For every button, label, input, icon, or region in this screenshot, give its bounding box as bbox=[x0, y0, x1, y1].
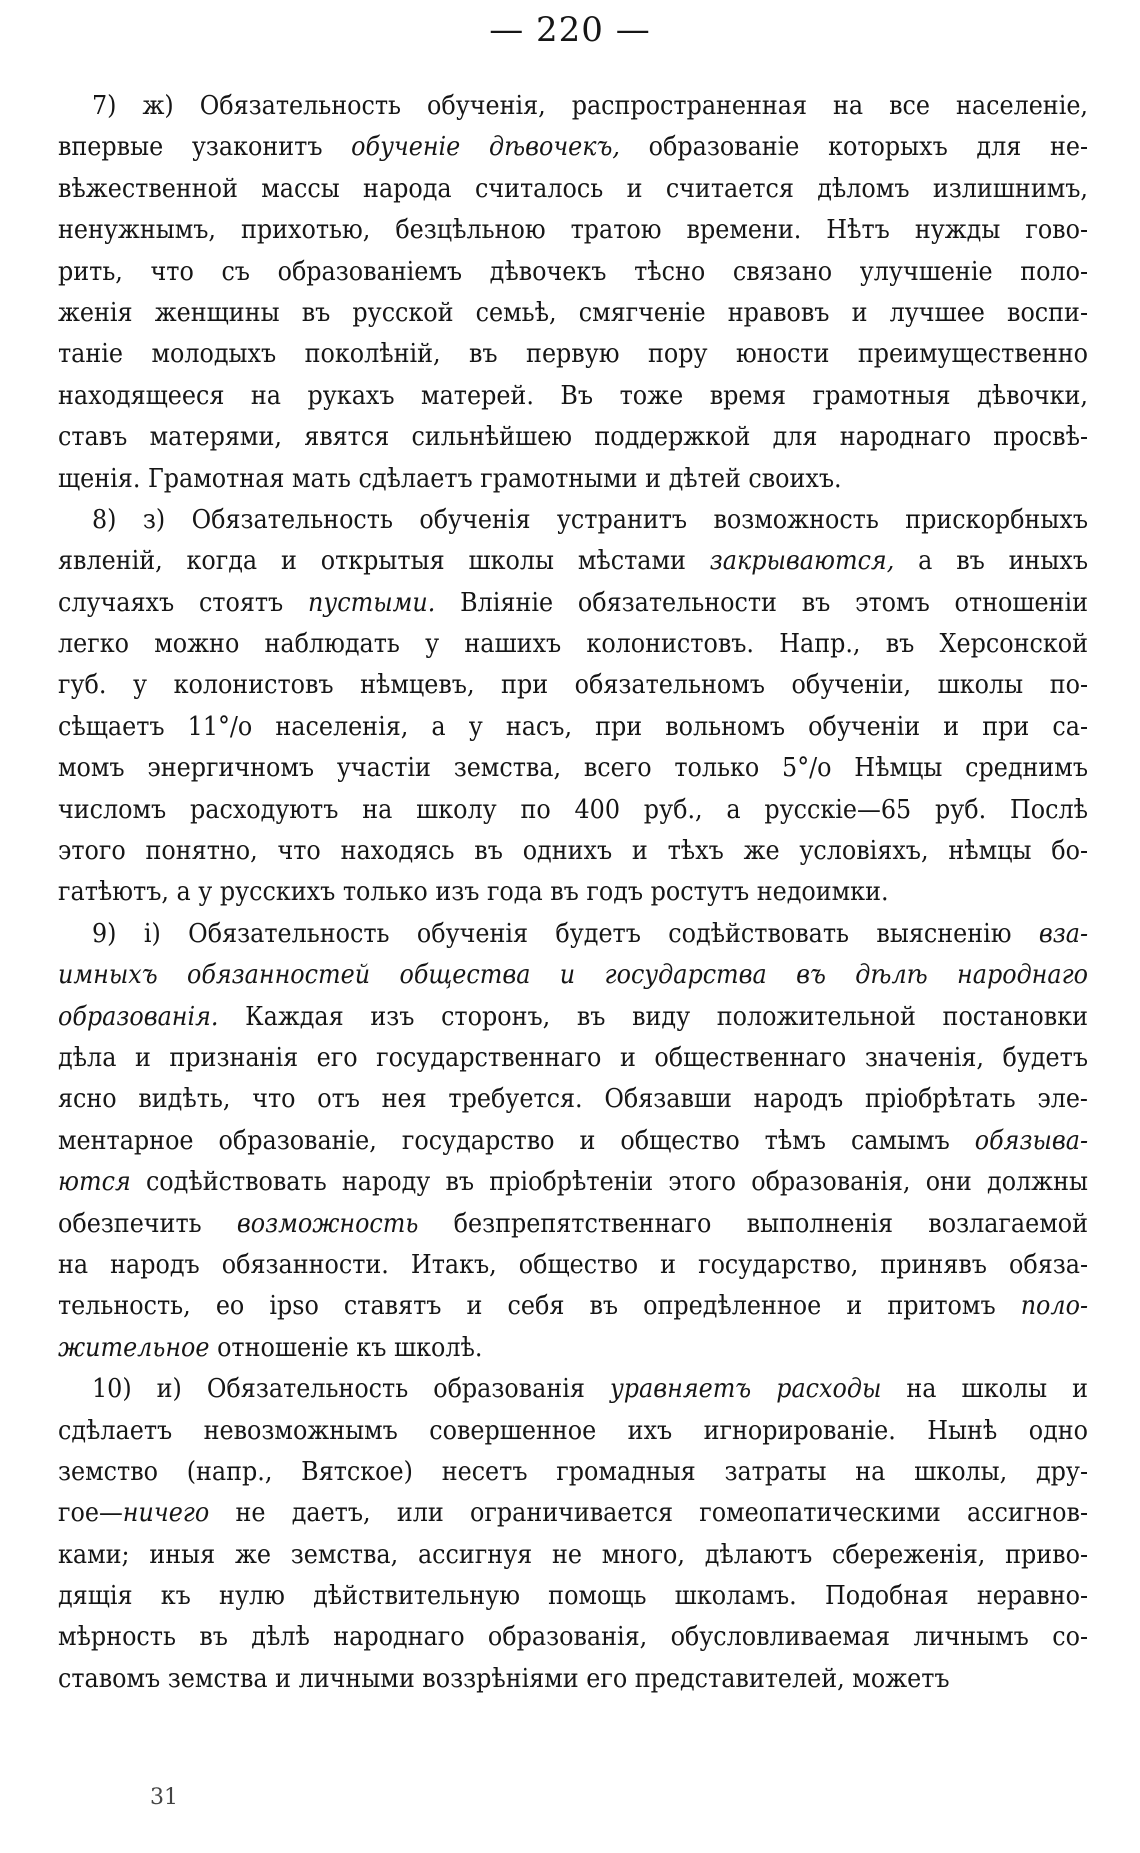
text-line bbox=[58, 85, 1088, 126]
text-line bbox=[58, 747, 1088, 788]
text-run: впервые узаконитъ bbox=[58, 131, 352, 163]
text-line bbox=[58, 582, 1088, 623]
text-line bbox=[58, 499, 1088, 540]
text-line bbox=[58, 540, 1088, 581]
italic-text-run: пустыми. bbox=[308, 586, 436, 618]
text-run: числомъ расходуютъ на школу по 400 руб., а русскіе—65 руб. Послѣ bbox=[58, 793, 1088, 825]
paragraph bbox=[58, 499, 1088, 913]
text-line bbox=[58, 251, 1088, 292]
text-line bbox=[58, 1120, 1088, 1161]
text-line bbox=[58, 416, 1088, 457]
text-line bbox=[58, 706, 1088, 747]
text-run: отношеніе къ школѣ. bbox=[209, 1331, 483, 1363]
text-run: вѣжественной массы народа считалось и считается дѣломъ излишнимъ, bbox=[58, 172, 1088, 204]
italic-text-run: жительное bbox=[58, 1331, 210, 1363]
text-line bbox=[58, 1161, 1088, 1202]
text-run: ненужнымъ, прихотью, безцѣльною тратою времени. Нѣтъ нужды гово- bbox=[58, 214, 1088, 246]
text-line bbox=[58, 209, 1088, 250]
text-run: дящія къ нулю дѣйствительную помощь школамъ. Подобная неравно- bbox=[58, 1580, 1088, 1612]
italic-text-run: обученіе дѣвочекъ, bbox=[351, 131, 620, 163]
text-run: 7) ж) Обязательность обученія, распространенная на все населеніе, bbox=[92, 90, 1088, 121]
text-run: женія женщины въ русской семьѣ, смягченіе нравовъ и лучшее воспи- bbox=[58, 296, 1088, 328]
text-run: 9) і) Обязательность обученія будетъ содѣйствовать выясненію bbox=[92, 917, 1039, 949]
text-line bbox=[58, 1658, 1088, 1699]
paragraph bbox=[58, 913, 1088, 1368]
text-run: обезпечить bbox=[58, 1207, 237, 1239]
text-run: Каждая изъ сторонъ, въ виду положительной постановки bbox=[218, 1000, 1088, 1032]
text-run: а въ иныхъ bbox=[894, 545, 1088, 577]
text-line bbox=[58, 375, 1088, 416]
text-run: губ. у колонистовъ нѣмцевъ, при обязательномъ обученіи, школы по- bbox=[58, 669, 1088, 701]
text-run: рить, что съ образованіемъ дѣвочекъ тѣсно связано улучшеніе поло- bbox=[58, 255, 1088, 287]
text-run: щенія. Грамотная мать сдѣлаетъ грамотными и дѣтей своихъ. bbox=[58, 462, 842, 494]
text-line bbox=[58, 954, 1088, 995]
text-run: гое— bbox=[58, 1497, 123, 1529]
text-run: мѣрность въ дѣлѣ народнаго образованія, обусловливаемая личнымъ со- bbox=[58, 1621, 1088, 1653]
text-run: ставомъ земства и личными воззрѣніями его представителей, можетъ bbox=[58, 1662, 950, 1694]
text-line bbox=[58, 1244, 1088, 1285]
text-line bbox=[58, 996, 1088, 1037]
text-line bbox=[58, 1368, 1088, 1409]
text-line bbox=[58, 126, 1088, 167]
italic-text-run: поло- bbox=[1020, 1290, 1088, 1322]
italic-text-run: уравняетъ расходы bbox=[609, 1373, 882, 1405]
text-run: на народъ обязанности. Итакъ, общество и государство, принявъ обяза- bbox=[58, 1248, 1088, 1280]
text-run: 10) и) Обязательность образованія bbox=[92, 1373, 610, 1405]
text-run: гатѣютъ, а у русскихъ только изъ года въ годъ ростутъ недоимки. bbox=[58, 876, 889, 908]
text-line bbox=[58, 913, 1088, 954]
text-line bbox=[58, 1078, 1088, 1119]
italic-text-run: образованія. bbox=[58, 1000, 219, 1032]
paragraph bbox=[58, 1368, 1088, 1699]
text-line bbox=[58, 1616, 1088, 1657]
text-run: ставъ матерями, явятся сильнѣйшею поддержкой для народнаго просвѣ- bbox=[58, 421, 1088, 453]
text-line bbox=[58, 333, 1088, 374]
text-run: ментарное образованіе, государство и общество тѣмъ самымъ bbox=[58, 1124, 975, 1156]
paragraph bbox=[58, 85, 1088, 499]
italic-text-run: закрываются, bbox=[709, 545, 895, 577]
italic-text-run: обязыва- bbox=[974, 1124, 1088, 1156]
text-run: сѣщаетъ 11°/о населенія, а у насъ, при вольномъ обученіи и при са- bbox=[58, 710, 1088, 742]
text-line bbox=[58, 789, 1088, 830]
text-run: момъ энергичномъ участіи земства, всего только 5°/о Нѣмцы среднимъ bbox=[58, 752, 1088, 784]
text-run: дѣла и признанія его государственнаго и общественнаго значенія, будетъ bbox=[58, 1041, 1088, 1073]
text-run: содѣйствовать народу въ пріобрѣтеніи этого образованія, они должны bbox=[130, 1166, 1088, 1198]
text-run: 8) з) Обязательность обученія устранитъ возможность прискорбныхъ bbox=[92, 503, 1088, 535]
text-run: на школы и bbox=[881, 1373, 1088, 1405]
text-line bbox=[58, 1410, 1088, 1451]
italic-text-run: ничего bbox=[122, 1497, 210, 1529]
text-run: земство (напр., Вятское) несетъ громадныя затраты на школы, дру- bbox=[58, 1455, 1088, 1487]
body-text bbox=[58, 85, 1088, 1699]
text-line bbox=[58, 1534, 1088, 1575]
text-line bbox=[58, 1037, 1088, 1078]
footer-signature-mark: 31 bbox=[150, 1785, 178, 1810]
text-line bbox=[58, 292, 1088, 333]
text-line bbox=[58, 871, 1088, 912]
text-line bbox=[58, 623, 1088, 664]
text-run: тельность, eo ipso ставятъ и себя въ опредѣленное и притомъ bbox=[58, 1290, 1021, 1322]
text-run: Вліяніе обязательности въ этомъ отношеніи bbox=[435, 586, 1088, 618]
text-run: ками; иныя же земства, ассигнуя не много, дѣлаютъ сбереженія, приво- bbox=[58, 1538, 1088, 1570]
text-line bbox=[58, 458, 1088, 499]
text-line bbox=[58, 1285, 1088, 1326]
text-run: образованіе которыхъ для не- bbox=[619, 131, 1088, 163]
text-run: не даетъ, или ограничивается гомеопатическими ассигнов- bbox=[209, 1497, 1088, 1529]
text-line bbox=[58, 1492, 1088, 1533]
text-line bbox=[58, 1575, 1088, 1616]
page-number: — 220 — bbox=[489, 10, 651, 50]
text-run: явленій, когда и открытыя школы мѣстами bbox=[58, 545, 710, 577]
text-run: сдѣлаетъ невозможнымъ совершенное ихъ игнорированіе. Нынѣ одно bbox=[58, 1414, 1088, 1446]
italic-text-run: вза- bbox=[1038, 917, 1088, 949]
text-line bbox=[58, 168, 1088, 209]
text-run: случаяхъ стоятъ bbox=[58, 586, 309, 618]
italic-text-run: имныхъ обязанностей общества и государства въ дѣлѣ народнаго bbox=[58, 959, 1088, 991]
text-run: этого понятно, что находясь въ однихъ и тѣхъ же условіяхъ, нѣмцы бо- bbox=[58, 835, 1088, 867]
text-line bbox=[58, 1327, 1088, 1368]
text-line bbox=[58, 1203, 1088, 1244]
text-run: легко можно наблюдать у нашихъ колонистовъ. Напр., въ Херсонской bbox=[58, 628, 1088, 660]
text-line bbox=[58, 1451, 1088, 1492]
text-line bbox=[58, 664, 1088, 705]
italic-text-run: возможность bbox=[236, 1207, 419, 1239]
text-run: ясно видѣть, что отъ нея требуется. Обязавши народъ пріобрѣтать эле- bbox=[58, 1083, 1088, 1115]
text-run: находящееся на рукахъ матерей. Въ тоже время грамотныя дѣвочки, bbox=[58, 379, 1088, 411]
italic-text-run: ются bbox=[58, 1166, 131, 1198]
text-run: таніе молодыхъ поколѣній, въ первую пору юности преимущественно bbox=[58, 338, 1088, 370]
text-line bbox=[58, 830, 1088, 871]
text-run: безпрепятственнаго выполненія возлагаемой bbox=[418, 1207, 1088, 1239]
